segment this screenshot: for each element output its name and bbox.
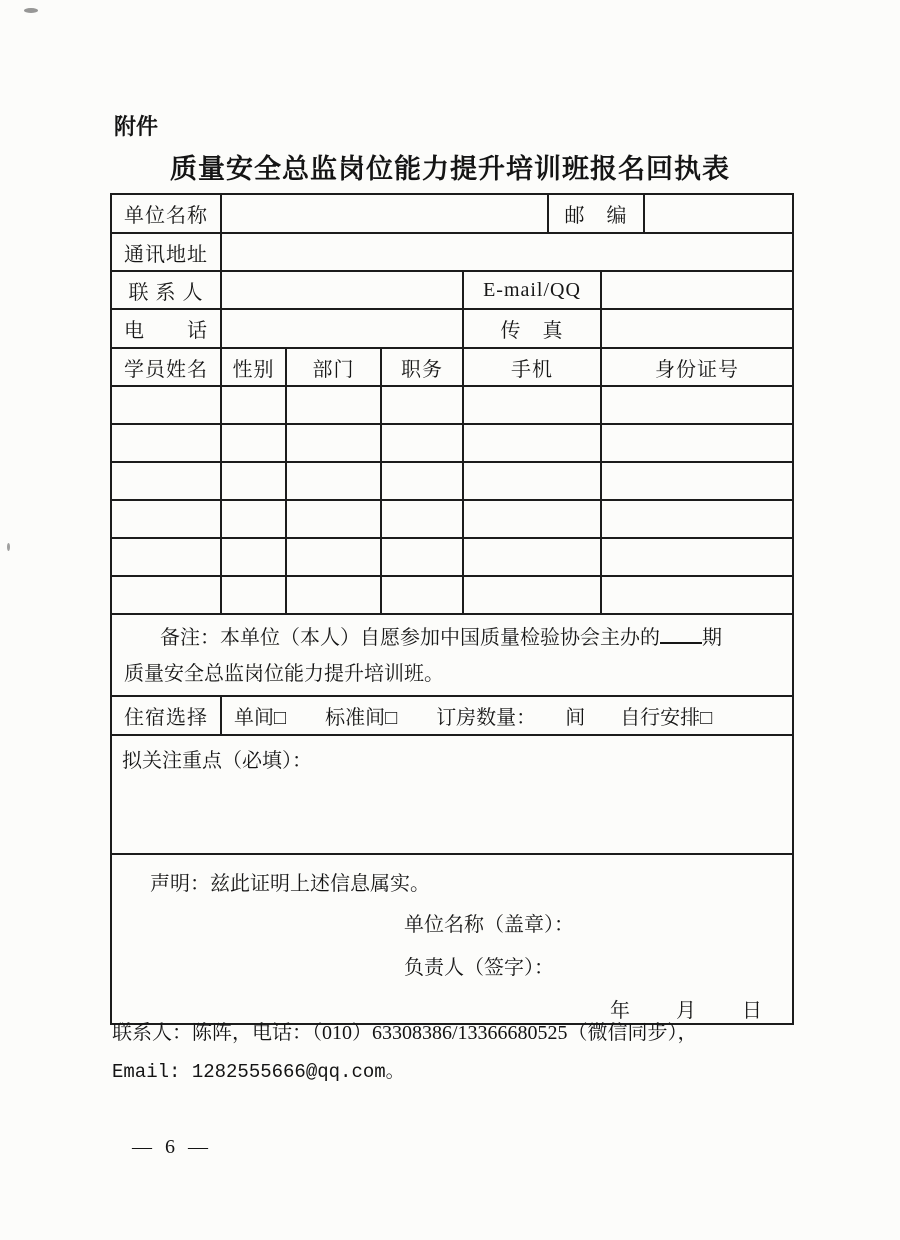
student-row bbox=[111, 538, 793, 576]
student-name-blank-cell bbox=[111, 538, 221, 576]
student-department-blank-cell bbox=[286, 424, 381, 462]
student-name-blank-cell bbox=[111, 424, 221, 462]
org-seal-label: 单位名称（盖章）： bbox=[404, 914, 574, 936]
student-id-blank-cell bbox=[601, 462, 793, 500]
page-number: — 6 — bbox=[132, 1136, 212, 1158]
student-row bbox=[111, 424, 793, 462]
header-position: 职务 bbox=[381, 348, 463, 386]
option-single-room-checkbox: 单间□ bbox=[234, 707, 287, 729]
student-id-blank-cell bbox=[601, 500, 793, 538]
student-name-blank-cell bbox=[111, 386, 221, 424]
remark-cell bbox=[111, 614, 793, 696]
header-department: 部门 bbox=[286, 348, 381, 386]
accommodation-options-cell bbox=[221, 696, 793, 735]
student-department-blank-cell bbox=[286, 500, 381, 538]
student-department-blank-cell bbox=[286, 462, 381, 500]
student-mobile-blank-cell bbox=[463, 424, 601, 462]
unit-name-row bbox=[111, 194, 793, 233]
student-id-blank-cell bbox=[601, 386, 793, 424]
remark-line-1 bbox=[124, 621, 782, 655]
fax-label: 传 真 bbox=[463, 309, 601, 348]
registration-form-table bbox=[110, 193, 794, 1025]
option-room-unit-label: 间 bbox=[565, 707, 586, 729]
student-position-blank-cell bbox=[381, 538, 463, 576]
phone-label: 电 话 bbox=[111, 309, 221, 348]
footer-email-line: Email: 1282555666@qq.com。 bbox=[112, 1061, 405, 1083]
lower-sections bbox=[111, 614, 793, 1024]
option-standard-room-checkbox: 标准间□ bbox=[325, 707, 398, 729]
focus-row bbox=[111, 735, 793, 854]
responsible-sign-label: 负责人（签字）： bbox=[404, 957, 554, 979]
date-line: 年 月 日 bbox=[610, 1000, 764, 1022]
student-id-blank-cell bbox=[601, 576, 793, 614]
student-mobile-blank-cell bbox=[463, 386, 601, 424]
email-qq-label: E-mail/QQ bbox=[463, 271, 601, 309]
email-qq-blank-cell bbox=[601, 271, 793, 309]
header-gender: 性别 bbox=[221, 348, 286, 386]
focus-points-cell: 拟关注重点（必填）： bbox=[111, 735, 793, 854]
student-row bbox=[111, 386, 793, 424]
student-mobile-blank-cell bbox=[463, 500, 601, 538]
student-gender-blank-cell bbox=[221, 576, 286, 614]
student-rows-section bbox=[111, 386, 793, 614]
fax-blank-cell bbox=[601, 309, 793, 348]
remark-text-before-blank: 备注：本单位（本人）自愿参加中国质量检验协会主办的 bbox=[160, 627, 660, 649]
student-position-blank-cell bbox=[381, 424, 463, 462]
attachment-label: 附件 bbox=[114, 114, 159, 139]
student-department-blank-cell bbox=[286, 576, 381, 614]
student-row bbox=[111, 500, 793, 538]
phone-blank-cell bbox=[221, 309, 463, 348]
student-gender-blank-cell bbox=[221, 424, 286, 462]
student-name-blank-cell bbox=[111, 462, 221, 500]
student-department-blank-cell bbox=[286, 386, 381, 424]
header-mobile: 手机 bbox=[463, 348, 601, 386]
unit-name-label: 单位名称 bbox=[111, 194, 221, 233]
unit-name-blank-cell bbox=[221, 194, 548, 233]
student-gender-blank-cell bbox=[221, 538, 286, 576]
student-gender-blank-cell bbox=[221, 386, 286, 424]
student-department-blank-cell bbox=[286, 538, 381, 576]
address-row bbox=[111, 233, 793, 271]
header-student-name: 学员姓名 bbox=[111, 348, 221, 386]
contact-person-blank-cell bbox=[221, 271, 463, 309]
address-blank-cell bbox=[221, 233, 793, 271]
student-gender-blank-cell bbox=[221, 462, 286, 500]
student-position-blank-cell bbox=[381, 386, 463, 424]
student-id-blank-cell bbox=[601, 424, 793, 462]
phone-row bbox=[111, 309, 793, 348]
accommodation-row bbox=[111, 696, 793, 735]
postal-code-label: 邮 编 bbox=[548, 194, 644, 233]
declaration-row bbox=[111, 854, 793, 1024]
postal-code-blank-cell bbox=[644, 194, 793, 233]
student-mobile-blank-cell bbox=[463, 462, 601, 500]
student-name-blank-cell bbox=[111, 500, 221, 538]
contact-person-label: 联 系 人 bbox=[111, 271, 221, 309]
student-row bbox=[111, 576, 793, 614]
form-title: 质量安全总监岗位能力提升培训班报名回执表 bbox=[170, 154, 730, 184]
option-room-quantity-label: 订房数量： bbox=[436, 707, 537, 729]
student-mobile-blank-cell bbox=[463, 576, 601, 614]
student-row bbox=[111, 462, 793, 500]
header-id-number: 身份证号 bbox=[601, 348, 793, 386]
declaration-statement: 声明：兹此证明上述信息属实。 bbox=[150, 873, 430, 895]
footer-contact-line: 联系人：陈阵，电话：（010）63308386/13366680525（微信同步）， bbox=[112, 1022, 698, 1044]
student-position-blank-cell bbox=[381, 500, 463, 538]
remark-text-after-blank: 期 bbox=[702, 627, 722, 649]
remark-row bbox=[111, 614, 793, 696]
student-position-blank-cell bbox=[381, 462, 463, 500]
student-id-blank-cell bbox=[601, 538, 793, 576]
student-name-blank-cell bbox=[111, 576, 221, 614]
student-table-header-row bbox=[111, 348, 793, 386]
option-self-arrange-checkbox: 自行安排□ bbox=[620, 707, 713, 729]
blank-underline bbox=[660, 622, 702, 644]
remark-line-2: 质量安全总监岗位能力提升培训班。 bbox=[124, 663, 444, 685]
contact-info-section bbox=[111, 194, 793, 386]
declaration-cell bbox=[111, 854, 793, 1024]
contact-person-row bbox=[111, 271, 793, 309]
student-position-blank-cell bbox=[381, 576, 463, 614]
student-mobile-blank-cell bbox=[463, 538, 601, 576]
accommodation-label: 住宿选择 bbox=[111, 696, 221, 735]
address-label: 通讯地址 bbox=[111, 233, 221, 271]
student-gender-blank-cell bbox=[221, 500, 286, 538]
